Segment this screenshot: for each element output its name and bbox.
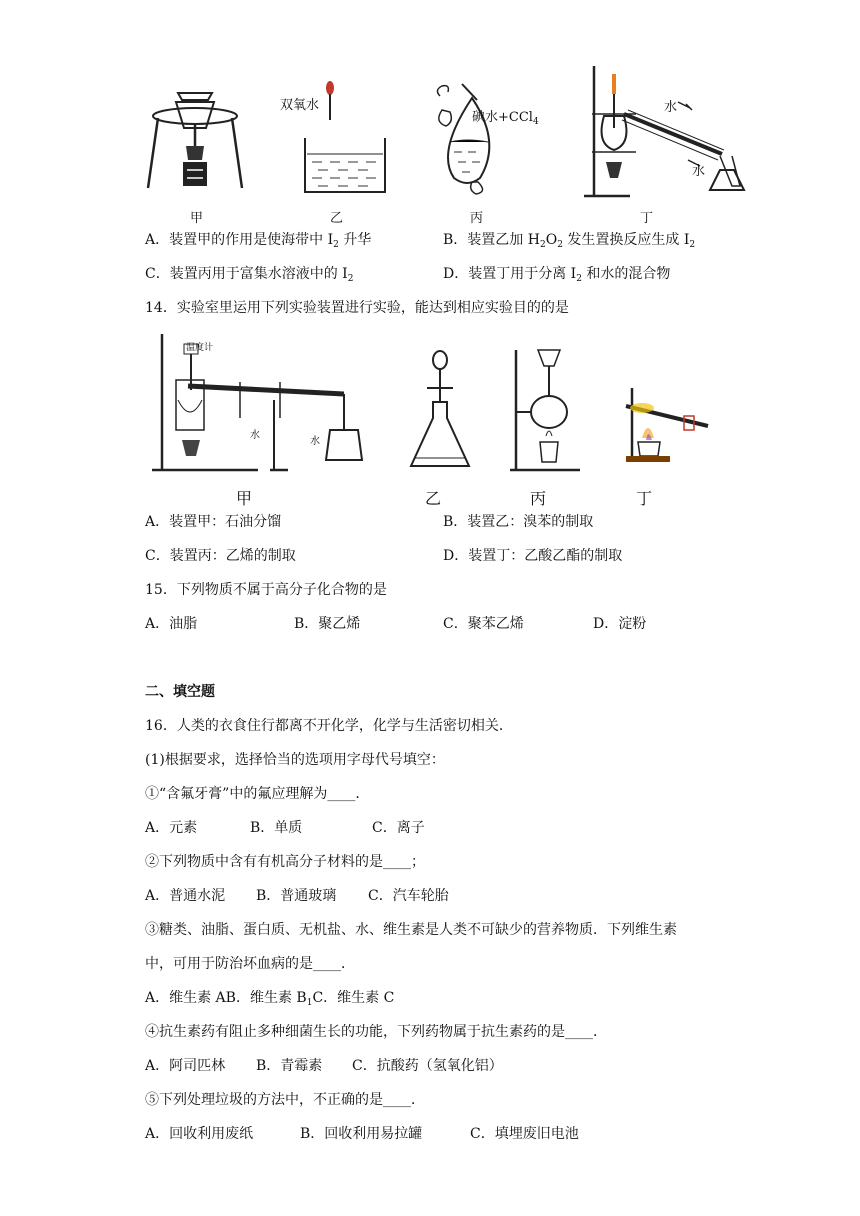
apparatus-jia-crucible [140, 88, 250, 198]
figure1-caption-ding: 丁 [640, 211, 654, 226]
q16-sub4: ④抗生素药有阻止多种细菌生长的功能，下列药物属于抗生素药的是____． [145, 1024, 607, 1040]
q16-sub5-option-c: C．填埋废旧电池 [470, 1126, 579, 1142]
section-title: 二、填空题 [145, 684, 215, 700]
apparatus-q14-ding [618, 388, 728, 466]
q16-sub5-option-a: A．回收利用废纸 [145, 1126, 254, 1142]
q16-sub1-option-a: A．元素 [145, 820, 198, 836]
q13-option-d: D．装置丁用于分离 $I_2$ 和水的混合物 [443, 266, 671, 284]
q14-caption-jia: 甲 [236, 489, 253, 508]
q16-sub5-option-b: B．回收利用易拉罐 [300, 1126, 423, 1142]
label-water-in: 水 [664, 100, 678, 115]
q13-option-b: B．装置乙加 $H_2O_2$ 发生置换反应生成 $I_2$ [443, 232, 696, 250]
q16-sub3-line1: ③糖类、油脂、蛋白质、无机盐、水、维生素是人类不可缺少的营养物质．下列维生素 [145, 922, 677, 938]
figure1-caption-bing: 丙 [470, 211, 484, 226]
q16-sub1-option-b: B．单质 [250, 820, 303, 836]
q16-sub3-line2: 中，可用于防治坏血病的是____． [145, 956, 355, 972]
label-iodine-ccl4: 碘水+CCl$_4$ [472, 110, 539, 127]
label-q14-water-2: 水 [310, 436, 320, 447]
q16-stem: 16．人类的衣食住行都离不开化学，化学与生活密切相关． [145, 718, 513, 734]
q16-sub1-option-c: C．离子 [372, 820, 425, 836]
q13-option-a: A．装置甲的作用是使海带中 $I_2$ 升华 [145, 232, 372, 250]
figure1-caption-yi: 乙 [330, 211, 344, 226]
apparatus-q14-jia [148, 330, 368, 478]
q15-option-a: A．油脂 [145, 616, 198, 632]
q16-sub2-option-b: B．普通玻璃 [256, 888, 337, 904]
apparatus-q14-bing [510, 346, 590, 476]
apparatus-bing-funnel [432, 82, 512, 197]
q14-caption-yi: 乙 [425, 489, 442, 508]
label-h2o2: 双氧水 [280, 98, 320, 113]
q14-option-a: A．装置甲：石油分馏 [145, 514, 282, 530]
label-q14-water-1: 水 [250, 430, 260, 441]
apparatus-q14-yi [405, 348, 475, 474]
q13-option-c: C．装置丙用于富集水溶液中的 $I_2$ [145, 266, 354, 284]
q16-sub1: ①“含氟牙膏”中的氟应理解为____． [145, 786, 370, 802]
q16-sub3-options: A．维生素 AB．维生素 $B_1C$．维生素 C [145, 990, 395, 1008]
q14-caption-ding: 丁 [636, 489, 653, 508]
label-water-out: 水 [692, 164, 706, 179]
q16-sub5: ⑤下列处理垃圾的方法中，不正确的是____． [145, 1092, 425, 1108]
q15-stem: 15．下列物质不属于高分子化合物的是 [145, 582, 387, 598]
q14-caption-bing: 丙 [530, 489, 547, 508]
apparatus-ding-distillation [582, 66, 752, 206]
figure1-caption-jia: 甲 [190, 211, 204, 226]
q16-part1: (1)根据要求，选择恰当的选项用字母代号填空： [145, 752, 445, 768]
q15-option-b: B．聚乙烯 [294, 616, 361, 632]
q15-option-d: D．淀粉 [593, 616, 647, 632]
q15-option-c: C．聚苯乙烯 [443, 616, 524, 632]
q14-stem: 14．实验室里运用下列实验装置进行实验，能达到相应实验目的的是 [145, 300, 569, 316]
q16-sub2-option-c: C．汽车轮胎 [368, 888, 449, 904]
q16-sub2-option-a: A．普通水泥 [145, 888, 226, 904]
q14-option-b: B．装置乙：溴苯的制取 [443, 514, 594, 530]
q16-sub4-option-b: B．青霉素 [256, 1058, 323, 1074]
q16-sub4-option-c: C．抗酸药（氢氧化铝） [352, 1058, 503, 1074]
q16-sub4-option-a: A．阿司匹林 [145, 1058, 226, 1074]
q14-option-d: D．装置丁：乙酸乙酯的制取 [443, 548, 623, 564]
q14-option-c: C．装置丙：乙烯的制取 [145, 548, 296, 564]
label-thermometer: 温度计 [186, 343, 214, 353]
q16-sub2: ②下列物质中含有有机高分子材料的是____； [145, 854, 425, 870]
